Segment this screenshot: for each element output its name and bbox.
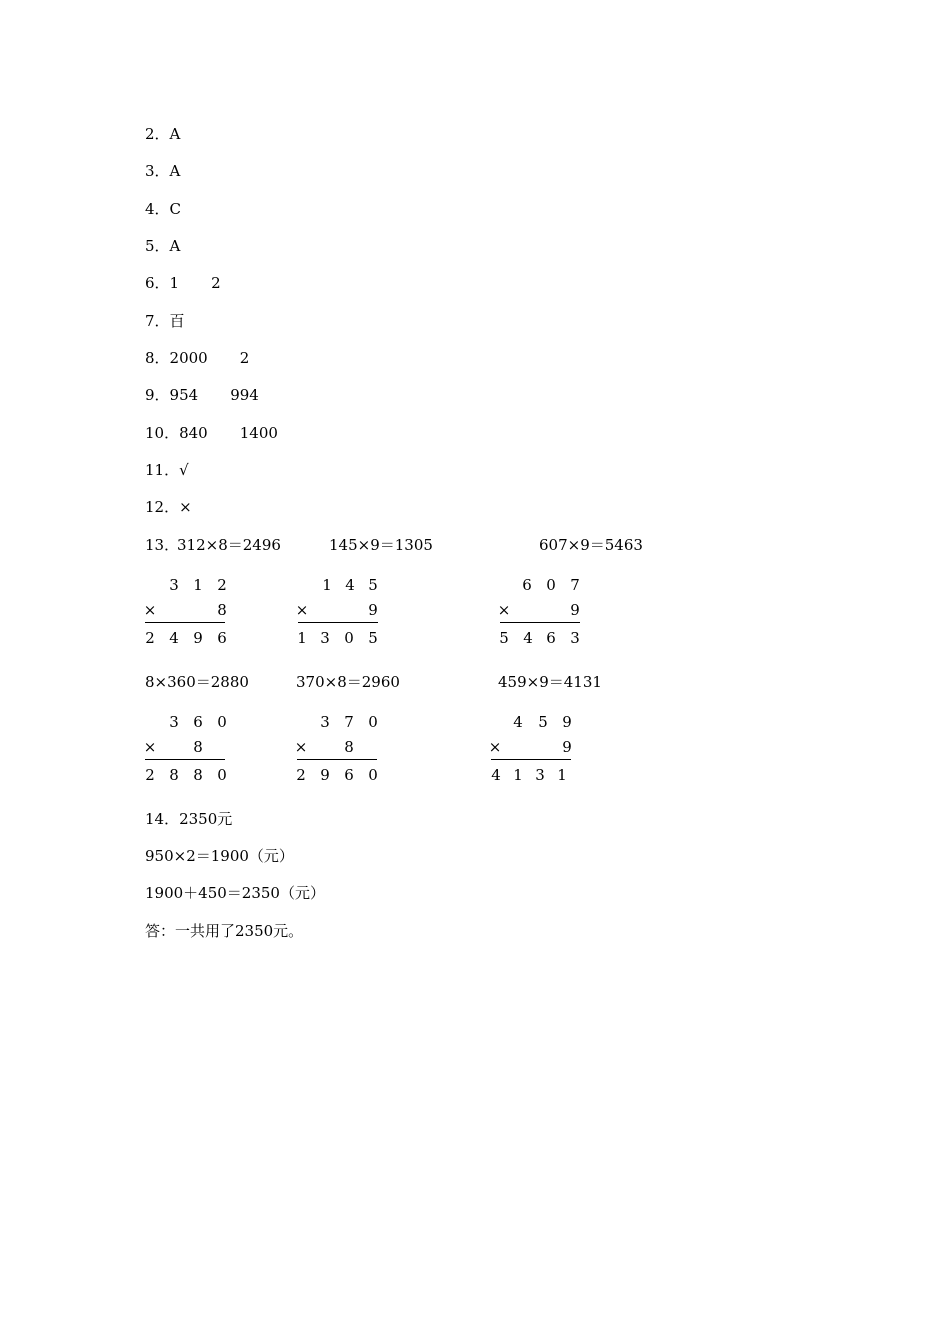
- answer-value: C: [169, 200, 182, 218]
- multiply-sign: ×: [143, 601, 157, 619]
- digit: 6: [546, 629, 556, 647]
- q14-step-2: 1900＋450＝2350（元）: [145, 884, 325, 902]
- digit: 0: [368, 713, 378, 731]
- q13-equation-2: 145×9＝1305: [329, 536, 433, 554]
- answer-value: A: [169, 237, 181, 255]
- digit: 0: [217, 713, 227, 731]
- digit: 2: [296, 766, 306, 784]
- answer-7: [145, 311, 185, 331]
- multiply-sign: ×: [143, 738, 157, 756]
- digit: 1: [557, 766, 567, 784]
- digit: 2: [217, 576, 227, 594]
- answer-8: [145, 348, 249, 368]
- digit: 8: [193, 766, 203, 784]
- digit: 6: [344, 766, 354, 784]
- calc-rule: [297, 759, 377, 760]
- digit: 3: [320, 713, 330, 731]
- digit: 4: [513, 713, 523, 731]
- digit: 5: [368, 576, 378, 594]
- digit: 9: [562, 713, 572, 731]
- multiply-sign: ×: [295, 601, 309, 619]
- answer-number: 2．: [145, 125, 170, 143]
- calc-rule: [491, 759, 571, 760]
- answer-number: 4．: [145, 200, 170, 218]
- answer-value: 1: [169, 274, 180, 292]
- answer-value: A: [169, 162, 181, 180]
- answer-number: 9．: [145, 386, 170, 404]
- answer-value: 954: [169, 386, 199, 404]
- digit: 8: [193, 738, 203, 756]
- digit: 9: [320, 766, 330, 784]
- answer-value: 2000: [169, 349, 208, 367]
- digit: 0: [217, 766, 227, 784]
- digit: 3: [169, 576, 179, 594]
- digit: 6: [193, 713, 203, 731]
- q13-equation-3: 607×9＝5463: [539, 536, 643, 554]
- q14-title: 14．2350元: [145, 810, 233, 828]
- answer-number: 10．: [145, 424, 180, 442]
- digit: 0: [368, 766, 378, 784]
- answer-number: 8．: [145, 349, 170, 367]
- q13-number: 13．: [145, 536, 180, 554]
- multiply-sign: ×: [294, 738, 308, 756]
- answer-number: 5．: [145, 237, 170, 255]
- digit: 3: [570, 629, 580, 647]
- answer-number: 11．: [145, 461, 180, 479]
- digit: 9: [570, 601, 580, 619]
- answer-value-2: 1400: [239, 424, 278, 442]
- answer-value: √: [179, 461, 189, 479]
- digit: 8: [169, 766, 179, 784]
- digit: 8: [344, 738, 354, 756]
- q13-equation-6: 459×9＝4131: [498, 673, 602, 691]
- digit: 9: [368, 601, 378, 619]
- digit: 1: [297, 629, 307, 647]
- answer-number: 12．: [145, 498, 180, 516]
- digit: 5: [368, 629, 378, 647]
- digit: 3: [320, 629, 330, 647]
- digit: 5: [538, 713, 548, 731]
- digit: 1: [193, 576, 203, 594]
- answer-6: [145, 273, 221, 293]
- digit: 5: [499, 629, 509, 647]
- digit: 1: [322, 576, 332, 594]
- answer-value-2: 2: [239, 349, 250, 367]
- digit: 2: [145, 629, 155, 647]
- answer-3: [145, 161, 180, 181]
- answer-number: 7．: [145, 312, 170, 330]
- q13-equation-1: 312×8＝2496: [177, 536, 281, 554]
- calc-rule: [145, 759, 225, 760]
- digit: 9: [193, 629, 203, 647]
- digit: 4: [491, 766, 501, 784]
- answer-10: [145, 423, 278, 443]
- digit: 0: [546, 576, 556, 594]
- q14-answer: 答：一共用了2350元。: [145, 922, 304, 940]
- digit: 3: [169, 713, 179, 731]
- digit: 6: [522, 576, 532, 594]
- digit: 6: [217, 629, 227, 647]
- digit: 1: [513, 766, 523, 784]
- q13-equation-5: 370×8＝2960: [296, 673, 400, 691]
- calc-rule: [298, 622, 378, 623]
- answer-value: ×: [179, 498, 192, 516]
- digit: 2: [145, 766, 155, 784]
- digit: 3: [535, 766, 545, 784]
- digit: 7: [344, 713, 354, 731]
- q14-step-1: 950×2＝1900（元）: [145, 847, 294, 865]
- answer-number: 3．: [145, 162, 170, 180]
- answer-12: [145, 497, 192, 517]
- multiply-sign: ×: [497, 601, 511, 619]
- answer-4: [145, 199, 181, 219]
- answer-value: 840: [179, 424, 208, 442]
- answer-value-2: 994: [230, 386, 259, 404]
- digit: 9: [562, 738, 572, 756]
- digit: 0: [344, 629, 354, 647]
- answer-value-2: 2: [211, 274, 221, 292]
- answer-value: A: [169, 125, 181, 143]
- digit: 7: [570, 576, 580, 594]
- q13-equation-4: 8×360＝2880: [145, 673, 249, 691]
- calc-rule: [500, 622, 580, 623]
- digit: 4: [169, 629, 179, 647]
- calc-rule: [145, 622, 225, 623]
- digit: 8: [217, 601, 227, 619]
- answer-2: [145, 124, 180, 144]
- answer-5: [145, 236, 180, 256]
- digit: 4: [523, 629, 533, 647]
- answer-number: 6．: [145, 274, 170, 292]
- digit: 4: [345, 576, 355, 594]
- answer-9: [145, 385, 259, 405]
- multiply-sign: ×: [488, 738, 502, 756]
- answer-value: 百: [169, 312, 185, 330]
- answer-11: [145, 460, 189, 480]
